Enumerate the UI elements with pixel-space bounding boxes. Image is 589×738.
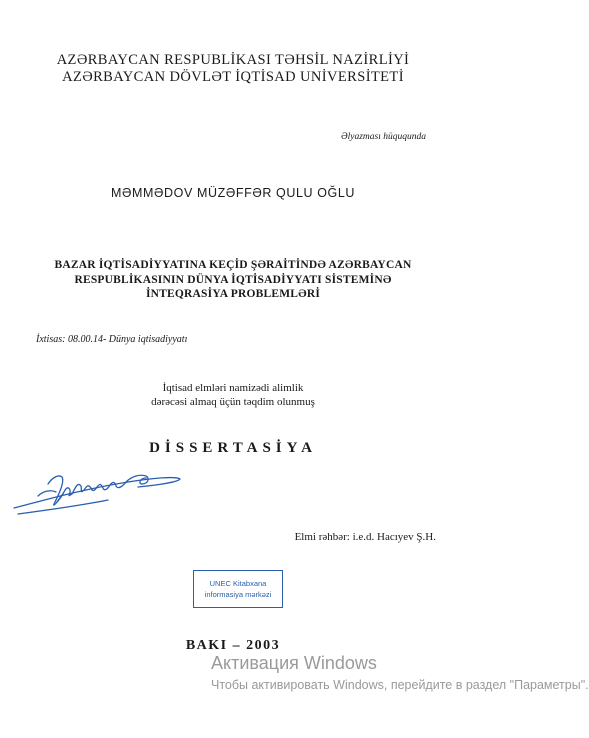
specialty-code: İxtisas: 08.00.14- Dünya iqtisadiyyatı	[36, 334, 188, 345]
author-name: MƏMMƏDOV MÜZƏFFƏR QULU OĞLU	[110, 186, 356, 200]
degree-statement	[0, 381, 466, 409]
manuscript-note: Əlyazması hüququnda	[341, 132, 426, 142]
thesis-title-line: İNTEQRASİYA PROBLEMLƏRİ	[145, 288, 321, 300]
windows-activation-watermark	[211, 652, 589, 693]
city-year: BAKI – 2003	[185, 638, 281, 653]
stamp-line: UNEC Kitabxana	[209, 579, 267, 588]
document-type: DİSSERTASİYA	[149, 440, 317, 456]
library-stamp	[193, 570, 283, 608]
activation-title: Активация Windows	[211, 653, 377, 673]
activation-text: Чтобы активировать Windows, перейдите в раздел "Параметры".	[211, 678, 589, 692]
university-name: AZƏRBAYCAN DÖVLƏT İQTİSAD UNİVERSİTETİ	[62, 69, 404, 85]
scientific-advisor: Elmi rəhbər: i.e.d. Hacıyev Ş.H.	[294, 531, 436, 543]
stamp-line: informasiya mərkəzi	[204, 590, 272, 599]
ministry-header	[0, 52, 466, 86]
thesis-title-line: RESPUBLİKASININ DÜNYA İQTİSADİYYATI SİSTEMİNƏ	[74, 273, 392, 286]
degree-line: İqtisad elmləri namizədi alimlik	[162, 382, 304, 394]
thesis-title-line: BAZAR İQTİSADİYYATINA KEÇİD ŞƏRAİTİNDƏ AZƏRBAYCAN	[54, 259, 412, 271]
thesis-title	[10, 258, 456, 302]
signature-icon	[8, 460, 188, 520]
degree-line: dərəcəsi almaq üçün təqdim olunmuş	[151, 396, 315, 408]
ministry-name: AZƏRBAYCAN RESPUBLİKASI TƏHSİL NAZİRLİYİ	[56, 52, 410, 68]
